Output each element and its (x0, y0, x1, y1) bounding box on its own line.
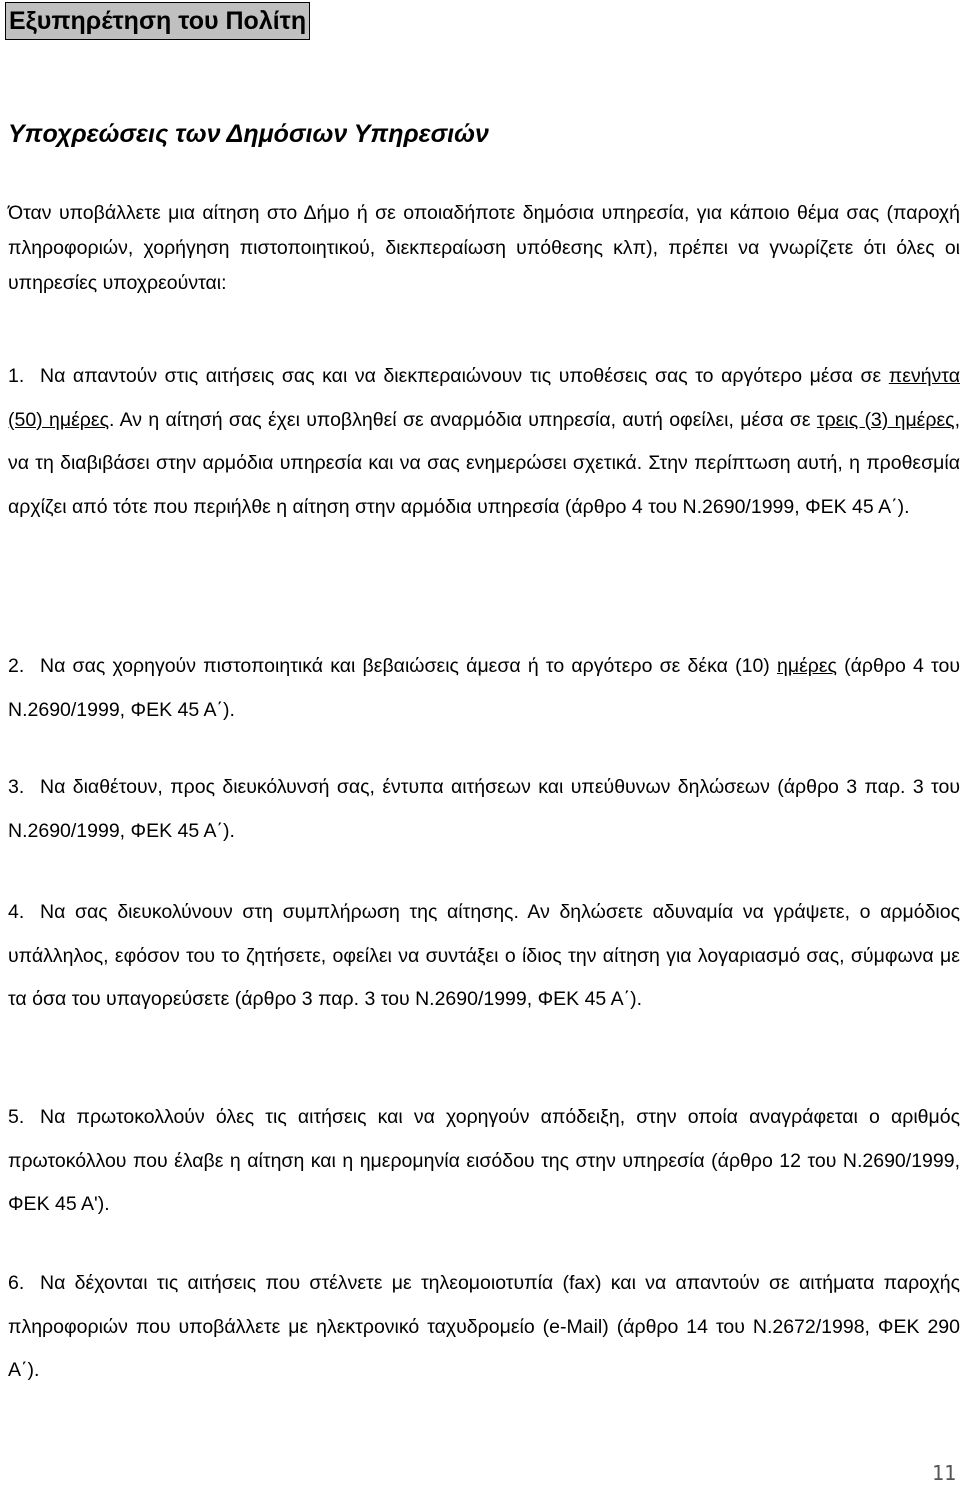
list-item-text: Να σας χορηγούν πιστοποιητικά και βεβαιώσεις άμεσα ή το αργότερο σε δέκα (10) (40, 655, 777, 677)
list-item-number: 1. (8, 365, 25, 387)
underlined-deadline: ημέρες (776, 655, 837, 677)
list-item (8, 355, 960, 529)
list-item-text: Να σας διευκολύνουν στη συμπλήρωση της αίτησης. Αν δηλώσετε αδυναμία να γράψετε, ο αρμόδιος υπάλληλος, εφόσον του το ζητήσετε, οφείλει να συντάξει ο ίδιος την αίτηση για λογαριασμό σας, σύμφωνα με τα όσα του υπαγορεύσετε (άρθρο 3 παρ. 3 του Ν.2690/1999, ΦΕΚ 45 Α΄). (8, 901, 960, 1010)
list-item (8, 766, 960, 853)
list-item (8, 1262, 960, 1393)
list-item-number: 4. (8, 901, 25, 923)
section-heading: Υποχρεώσεις των Δημόσιων Υπηρεσιών (8, 120, 489, 148)
page-number: 11 (931, 1461, 956, 1485)
list-item-text: Να διαθέτουν, προς διευκόλυνσή σας, έντυπα αιτήσεων και υπεύθυνων δηλώσεων (άρθρο 3 παρ. 3 του Ν.2690/1999, ΦΕΚ 45 Α΄). (8, 776, 960, 842)
list-item-text: Να απαντούν στις αιτήσεις σας και να διεκπεραιώνουν τις υποθέσεις σας το αργότερο μέσα σε (40, 365, 889, 387)
list-item-text: Να πρωτοκολλούν όλες τις αιτήσεις και να χορηγούν απόδειξη, στην οποία αναγράφεται ο αριθμός πρωτοκόλλου που έλαβε η αίτηση και η ημερομηνία εισόδου της στην υπηρεσία (άρθρο 12 του Ν.2690/1999, ΦΕΚ 45 Α'). (8, 1106, 960, 1215)
document-title: Εξυπηρέτηση του Πολίτη (5, 2, 310, 40)
intro-paragraph: Όταν υποβάλλετε μια αίτηση στο Δήμο ή σε οποιαδήποτε δημόσια υπηρεσία, για κάποιο θέμα σας (παροχή πληροφοριών, χορήγηση πιστοποιητικού, διεκπεραίωση υπόθεσης κλπ), πρέπει να γνωρίζετε ότι όλες οι υπηρεσίες υποχρεούνται: (8, 202, 960, 294)
underlined-deadline: πενήντα (50) ημέρες (8, 365, 960, 431)
list-item-text: , να τη διαβιβάσει στην αρμόδια υπηρεσία και να σας ενημερώσει σχετικά. Στην περίπτωση αυτή, η προθεσμία αρχίζει από τότε που περιήλθε η αίτηση στην αρμόδια υπηρεσία (άρθρο 4 του Ν.2690/1999, ΦΕΚ 45 Α΄). (8, 408, 960, 518)
list-item-number: 5. (8, 1106, 25, 1128)
underlined-deadline: τρεις (3) ημέρες (816, 408, 955, 431)
list-item-number: 6. (8, 1272, 25, 1294)
list-item-number: 2. (8, 655, 25, 677)
list-item-text: . Αν η αίτησή σας έχει υποβληθεί σε αναρμόδια υπηρεσία, αυτή οφείλει, μέσα σε (108, 408, 817, 431)
list-item-text: Να δέχονται τις αιτήσεις που στέλνετε με τηλεομοιοτυπία (fax) και να απαντούν σε αιτήματα παροχής πληροφοριών που υποβάλλετε με ηλεκτρονικό ταχυδρομείο (e-Mail) (άρθρο 14 του Ν.2672/1998, ΦΕΚ 290 Α΄). (8, 1272, 960, 1381)
list-item-number: 3. (8, 776, 25, 798)
list-item (8, 891, 960, 1022)
list-item (8, 645, 960, 732)
list-item (8, 1096, 960, 1227)
list-item-text: (άρθρο 4 του Ν.2690/1999, ΦΕΚ 45 Α΄). (8, 655, 960, 721)
